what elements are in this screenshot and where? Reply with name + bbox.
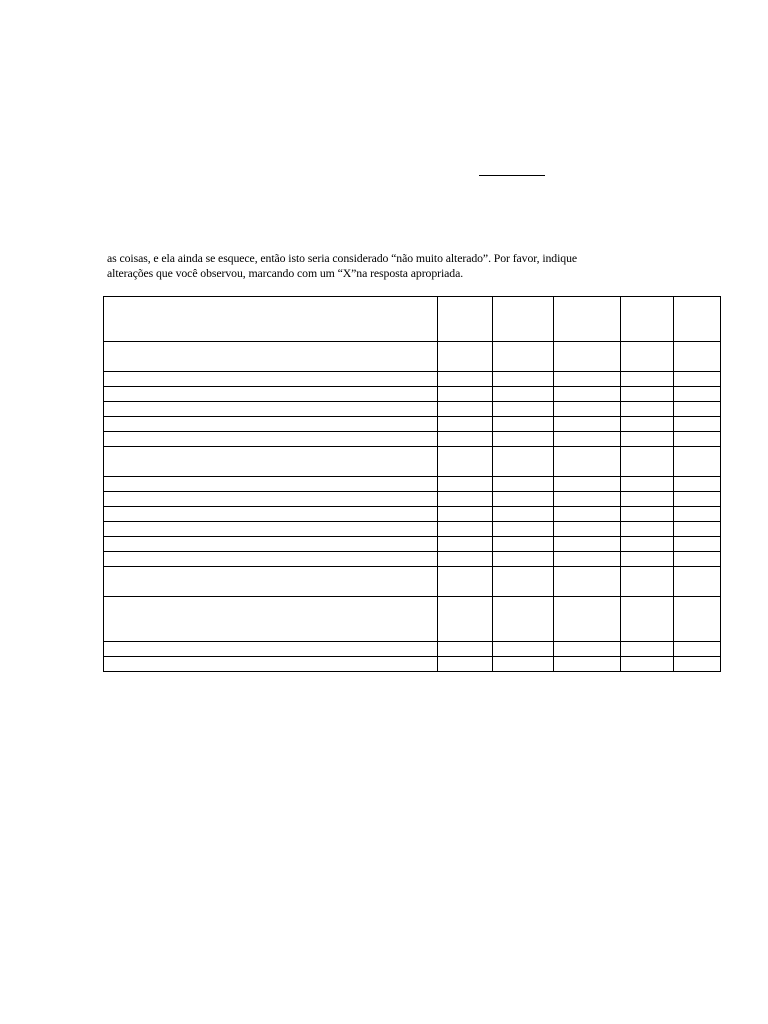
rating-cell-3[interactable]	[553, 492, 620, 507]
rating-cell-3[interactable]	[553, 387, 620, 402]
rating-cell-1[interactable]	[437, 387, 492, 402]
rating-cell-2[interactable]	[492, 657, 553, 672]
rating-cell-2[interactable]	[492, 372, 553, 387]
header-rating-cell-2	[492, 297, 553, 342]
rating-cell-4[interactable]	[620, 387, 673, 402]
rating-table-body	[104, 297, 721, 672]
table-row	[104, 642, 721, 657]
rating-cell-1[interactable]	[437, 507, 492, 522]
item-cell	[104, 477, 438, 492]
rating-cell-4[interactable]	[620, 597, 673, 642]
rating-cell-4[interactable]	[620, 507, 673, 522]
item-cell	[104, 447, 438, 477]
rating-cell-5[interactable]	[673, 537, 720, 552]
rating-cell-4[interactable]	[620, 417, 673, 432]
rating-cell-3[interactable]	[553, 402, 620, 417]
rating-cell-5[interactable]	[673, 342, 720, 372]
item-cell	[104, 402, 438, 417]
rating-cell-4[interactable]	[620, 657, 673, 672]
rating-cell-4[interactable]	[620, 477, 673, 492]
rating-cell-2[interactable]	[492, 402, 553, 417]
table-row	[104, 417, 721, 432]
table-row	[104, 492, 721, 507]
rating-table	[103, 296, 721, 672]
item-cell	[104, 522, 438, 537]
table-row	[104, 402, 721, 417]
table-row	[104, 507, 721, 522]
rating-cell-2[interactable]	[492, 342, 553, 372]
table-row	[104, 552, 721, 567]
item-cell	[104, 552, 438, 567]
rating-cell-2[interactable]	[492, 552, 553, 567]
rating-cell-2[interactable]	[492, 432, 553, 447]
rating-cell-1[interactable]	[437, 657, 492, 672]
table-row	[104, 372, 721, 387]
rating-cell-5[interactable]	[673, 552, 720, 567]
rating-cell-5[interactable]	[673, 372, 720, 387]
rating-cell-5[interactable]	[673, 417, 720, 432]
rating-cell-1[interactable]	[437, 537, 492, 552]
rating-cell-1[interactable]	[437, 447, 492, 477]
rating-cell-5[interactable]	[673, 492, 720, 507]
item-cell	[104, 507, 438, 522]
rating-cell-1[interactable]	[437, 477, 492, 492]
rating-cell-5[interactable]	[673, 597, 720, 642]
rating-cell-2[interactable]	[492, 522, 553, 537]
header-item-cell	[104, 297, 438, 342]
rating-cell-5[interactable]	[673, 657, 720, 672]
item-cell	[104, 597, 438, 642]
rating-cell-5[interactable]	[673, 567, 720, 597]
rating-cell-4[interactable]	[620, 642, 673, 657]
table-header-row	[104, 297, 721, 342]
header-rating-cell-3	[553, 297, 620, 342]
rating-cell-4[interactable]	[620, 447, 673, 477]
instructions-line-1: as coisas, e ela ainda se esquece, então isto seria considerado “não muito alterado”. Por favor, indique	[107, 251, 578, 265]
rating-cell-4[interactable]	[620, 342, 673, 372]
header-rating-cell-1	[437, 297, 492, 342]
rating-cell-5[interactable]	[673, 447, 720, 477]
rating-cell-4[interactable]	[620, 567, 673, 597]
item-cell	[104, 417, 438, 432]
rating-cell-1[interactable]	[437, 597, 492, 642]
rating-cell-3[interactable]	[553, 447, 620, 477]
rating-cell-3[interactable]	[553, 342, 620, 372]
header-rating-cell-4	[620, 297, 673, 342]
rating-cell-1[interactable]	[437, 402, 492, 417]
table-row	[104, 387, 721, 402]
rating-cell-3[interactable]	[553, 537, 620, 552]
rating-cell-4[interactable]	[620, 552, 673, 567]
rating-cell-2[interactable]	[492, 537, 553, 552]
rating-cell-4[interactable]	[620, 372, 673, 387]
table-row	[104, 447, 721, 477]
item-cell	[104, 432, 438, 447]
item-cell	[104, 492, 438, 507]
item-cell	[104, 642, 438, 657]
rating-cell-3[interactable]	[553, 522, 620, 537]
rating-cell-4[interactable]	[620, 522, 673, 537]
rating-cell-5[interactable]	[673, 477, 720, 492]
table-row	[104, 432, 721, 447]
rating-cell-5[interactable]	[673, 642, 720, 657]
rating-cell-1[interactable]	[437, 492, 492, 507]
rating-cell-3[interactable]	[553, 552, 620, 567]
item-cell	[104, 657, 438, 672]
rating-cell-5[interactable]	[673, 522, 720, 537]
rating-cell-2[interactable]	[492, 417, 553, 432]
rating-cell-4[interactable]	[620, 402, 673, 417]
rating-cell-3[interactable]	[553, 567, 620, 597]
rating-cell-4[interactable]	[620, 537, 673, 552]
rating-cell-5[interactable]	[673, 387, 720, 402]
rating-cell-3[interactable]	[553, 597, 620, 642]
rating-cell-4[interactable]	[620, 432, 673, 447]
rating-cell-1[interactable]	[437, 552, 492, 567]
rating-cell-3[interactable]	[553, 642, 620, 657]
table-row	[104, 567, 721, 597]
rating-cell-1[interactable]	[437, 342, 492, 372]
rating-cell-5[interactable]	[673, 507, 720, 522]
rating-cell-3[interactable]	[553, 507, 620, 522]
rating-cell-2[interactable]	[492, 567, 553, 597]
item-cell	[104, 537, 438, 552]
rating-cell-5[interactable]	[673, 402, 720, 417]
rating-cell-2[interactable]	[492, 477, 553, 492]
item-cell	[104, 372, 438, 387]
rating-cell-4[interactable]	[620, 492, 673, 507]
table-row	[104, 537, 721, 552]
rating-cell-3[interactable]	[553, 417, 620, 432]
rating-cell-3[interactable]	[553, 657, 620, 672]
table-row	[104, 657, 721, 672]
rating-cell-1[interactable]	[437, 417, 492, 432]
rating-cell-2[interactable]	[492, 492, 553, 507]
rating-cell-2[interactable]	[492, 642, 553, 657]
signature-blank-line	[479, 175, 545, 176]
table-row	[104, 342, 721, 372]
rating-cell-1[interactable]	[437, 372, 492, 387]
table-row	[104, 477, 721, 492]
item-cell	[104, 567, 438, 597]
rating-cell-5[interactable]	[673, 432, 720, 447]
rating-cell-2[interactable]	[492, 507, 553, 522]
rating-cell-1[interactable]	[437, 522, 492, 537]
rating-cell-3[interactable]	[553, 477, 620, 492]
rating-cell-3[interactable]	[553, 372, 620, 387]
rating-cell-1[interactable]	[437, 567, 492, 597]
instructions-line-2: alterações que você observou, marcando com um “X”na resposta apropriada.	[107, 266, 464, 280]
rating-cell-2[interactable]	[492, 597, 553, 642]
instructions-paragraph	[107, 251, 667, 281]
header-rating-cell-5	[673, 297, 720, 342]
table-row	[104, 597, 721, 642]
table-row	[104, 522, 721, 537]
item-cell	[104, 387, 438, 402]
rating-cell-1[interactable]	[437, 432, 492, 447]
rating-cell-1[interactable]	[437, 642, 492, 657]
item-cell	[104, 342, 438, 372]
rating-cell-3[interactable]	[553, 432, 620, 447]
rating-cell-2[interactable]	[492, 387, 553, 402]
rating-cell-2[interactable]	[492, 447, 553, 477]
